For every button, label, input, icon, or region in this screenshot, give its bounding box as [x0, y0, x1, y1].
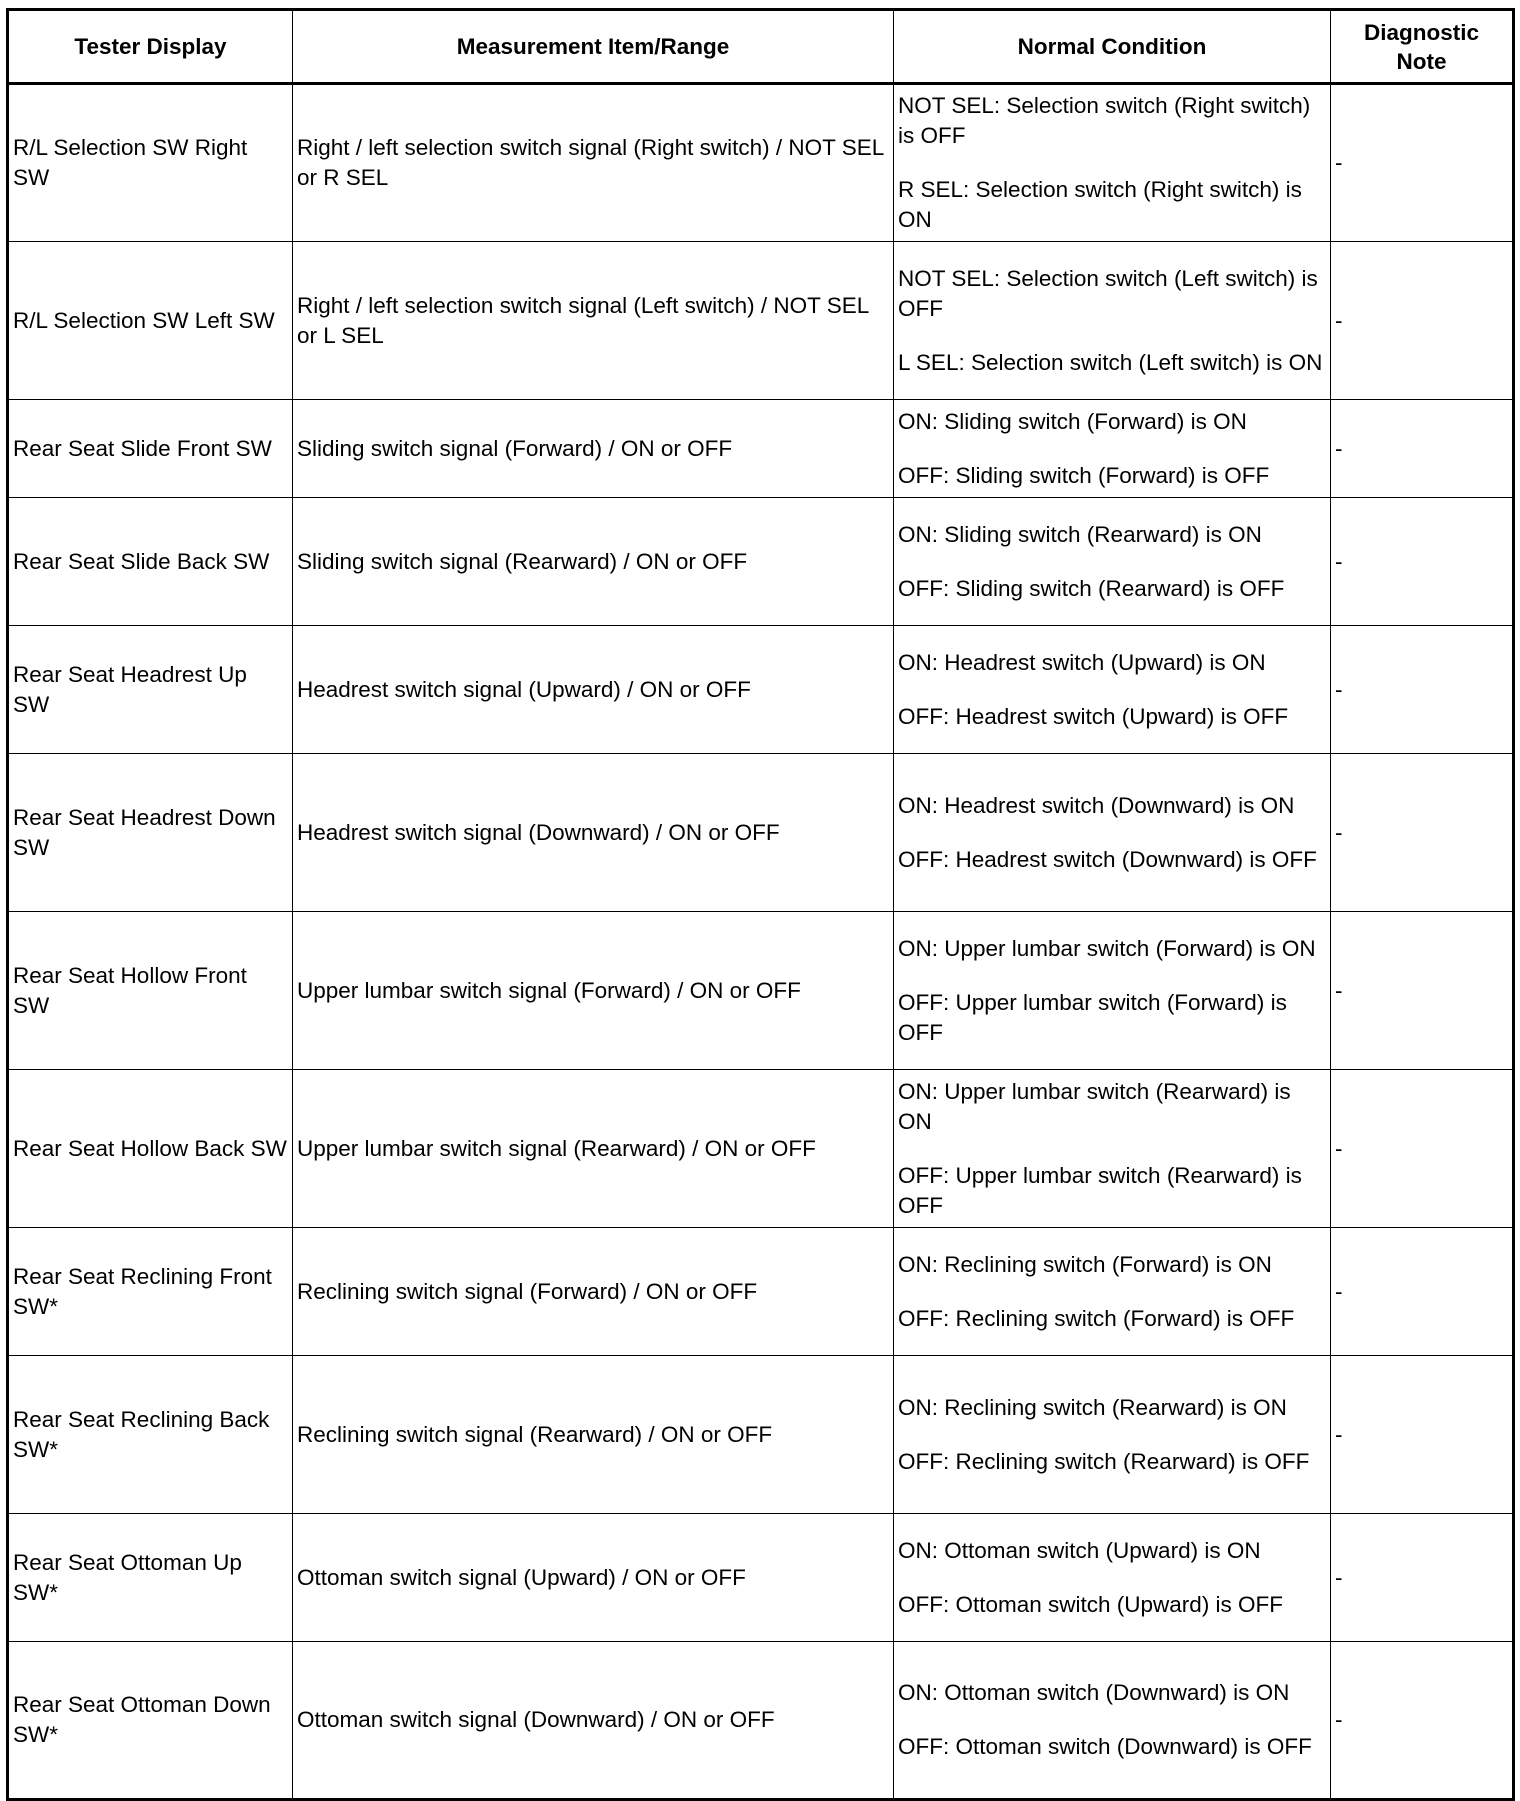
normal-condition-cell [894, 1228, 1331, 1356]
normal-condition-cell [894, 1070, 1331, 1228]
table-row [8, 912, 1514, 1070]
condition-line: OFF: Headrest switch (Downward) is OFF [898, 846, 1317, 872]
measurement-cell: Headrest switch signal (Downward) / ON or OFF [293, 754, 894, 912]
header-tester-display: Tester Display [8, 10, 293, 84]
table-row [8, 1514, 1514, 1642]
condition-line: ON: Upper lumbar switch (Forward) is ON [898, 935, 1316, 961]
condition-line: ON: Reclining switch (Forward) is ON [898, 1251, 1272, 1277]
measurement-cell: Sliding switch signal (Forward) / ON or OFF [293, 400, 894, 498]
diagnostic-note-cell: - [1331, 1642, 1514, 1800]
condition-line: ON: Reclining switch (Rearward) is ON [898, 1394, 1287, 1420]
tester-display-cell: Rear Seat Headrest Down SW [8, 754, 293, 912]
table-header [8, 10, 1514, 84]
condition-line: OFF: Ottoman switch (Downward) is OFF [898, 1734, 1312, 1759]
condition-line: R SEL: Selection switch (Right switch) is ON [898, 177, 1302, 232]
diagnostic-note-cell: - [1331, 498, 1514, 626]
normal-condition-cell [894, 242, 1331, 400]
diagnostic-note-cell: - [1331, 1070, 1514, 1228]
diagnostic-note-cell: - [1331, 912, 1514, 1070]
tester-display-cell: R/L Selection SW Right SW [8, 84, 293, 242]
normal-condition-cell [894, 754, 1331, 912]
condition-line: NOT SEL: Selection switch (Left switch) is OFF [898, 265, 1318, 321]
table-row [8, 498, 1514, 626]
diagnostic-note-cell: - [1331, 1514, 1514, 1642]
condition-line: OFF: Reclining switch (Rearward) is OFF [898, 1448, 1310, 1474]
condition-line: ON: Headrest switch (Downward) is ON [898, 792, 1295, 818]
diagnostic-note-cell: - [1331, 626, 1514, 754]
header-row [8, 10, 1514, 84]
tester-display-cell: Rear Seat Hollow Front SW [8, 912, 293, 1070]
tester-display-cell: Rear Seat Headrest Up SW [8, 626, 293, 754]
measurement-cell: Right / left selection switch signal (Left switch) / NOT SEL or L SEL [293, 242, 894, 400]
data-list-table-frame [6, 8, 1515, 1801]
table-body [8, 84, 1514, 1800]
condition-line: OFF: Ottoman switch (Upward) is OFF [898, 1591, 1284, 1617]
table-row [8, 1228, 1514, 1356]
data-list-table [6, 8, 1515, 1801]
table-row [8, 84, 1514, 242]
normal-condition-cell [894, 1642, 1331, 1800]
table-row [8, 754, 1514, 912]
table-row [8, 242, 1514, 400]
condition-line: ON: Sliding switch (Forward) is ON [898, 408, 1247, 434]
diagnostic-note-cell: - [1331, 1356, 1514, 1514]
diagnostic-note-cell: - [1331, 84, 1514, 242]
measurement-cell: Upper lumbar switch signal (Rearward) / ON or OFF [293, 1070, 894, 1228]
tester-display-cell: R/L Selection SW Left SW [8, 242, 293, 400]
condition-line: ON: Headrest switch (Upward) is ON [898, 649, 1266, 675]
normal-condition-cell [894, 400, 1331, 498]
condition-line: OFF: Upper lumbar switch (Rearward) is OFF [898, 1162, 1302, 1218]
table-row [8, 626, 1514, 754]
measurement-cell: Reclining switch signal (Forward) / ON or OFF [293, 1228, 894, 1356]
measurement-cell: Right / left selection switch signal (Right switch) / NOT SEL or R SEL [293, 84, 894, 242]
condition-line: ON: Ottoman switch (Upward) is ON [898, 1537, 1261, 1563]
tester-display-cell: Rear Seat Reclining Front SW* [8, 1228, 293, 1356]
condition-line: ON: Ottoman switch (Downward) is ON [898, 1680, 1290, 1705]
header-measurement-item: Measurement Item/Range [293, 10, 894, 84]
diagnostic-note-cell: - [1331, 242, 1514, 400]
tester-display-cell: Rear Seat Slide Front SW [8, 400, 293, 498]
normal-condition-cell [894, 1356, 1331, 1514]
condition-line: ON: Sliding switch (Rearward) is ON [898, 521, 1262, 547]
condition-line: OFF: Reclining switch (Forward) is OFF [898, 1305, 1295, 1331]
table-row [8, 1070, 1514, 1228]
measurement-cell: Ottoman switch signal (Upward) / ON or OFF [293, 1514, 894, 1642]
header-diagnostic-note: Diagnostic Note [1331, 10, 1514, 84]
table-row [8, 1356, 1514, 1514]
normal-condition-cell [894, 626, 1331, 754]
tester-display-cell: Rear Seat Hollow Back SW [8, 1070, 293, 1228]
table-row [8, 1642, 1514, 1800]
measurement-cell: Sliding switch signal (Rearward) / ON or OFF [293, 498, 894, 626]
measurement-cell: Ottoman switch signal (Downward) / ON or OFF [293, 1642, 894, 1800]
normal-condition-cell [894, 84, 1331, 242]
diagnostic-note-cell: - [1331, 754, 1514, 912]
tester-display-cell: Rear Seat Slide Back SW [8, 498, 293, 626]
diagnostic-note-cell: - [1331, 400, 1514, 498]
table-row [8, 400, 1514, 498]
condition-line: L SEL: Selection switch (Left switch) is ON [898, 349, 1323, 375]
condition-line: OFF: Upper lumbar switch (Forward) is OFF [898, 989, 1287, 1045]
tester-display-cell: Rear Seat Ottoman Up SW* [8, 1514, 293, 1642]
normal-condition-cell [894, 912, 1331, 1070]
condition-line: ON: Upper lumbar switch (Rearward) is ON [898, 1078, 1291, 1134]
condition-line: NOT SEL: Selection switch (Right switch) is OFF [898, 93, 1311, 148]
diagnostic-note-cell: - [1331, 1228, 1514, 1356]
tester-display-cell: Rear Seat Reclining Back SW* [8, 1356, 293, 1514]
measurement-cell: Reclining switch signal (Rearward) / ON or OFF [293, 1356, 894, 1514]
normal-condition-cell [894, 498, 1331, 626]
measurement-cell: Headrest switch signal (Upward) / ON or OFF [293, 626, 894, 754]
header-normal-condition: Normal Condition [894, 10, 1331, 84]
tester-display-cell: Rear Seat Ottoman Down SW* [8, 1642, 293, 1800]
condition-line: OFF: Sliding switch (Forward) is OFF [898, 462, 1270, 488]
measurement-cell: Upper lumbar switch signal (Forward) / ON or OFF [293, 912, 894, 1070]
normal-condition-cell [894, 1514, 1331, 1642]
condition-line: OFF: Headrest switch (Upward) is OFF [898, 703, 1289, 729]
condition-line: OFF: Sliding switch (Rearward) is OFF [898, 575, 1285, 601]
